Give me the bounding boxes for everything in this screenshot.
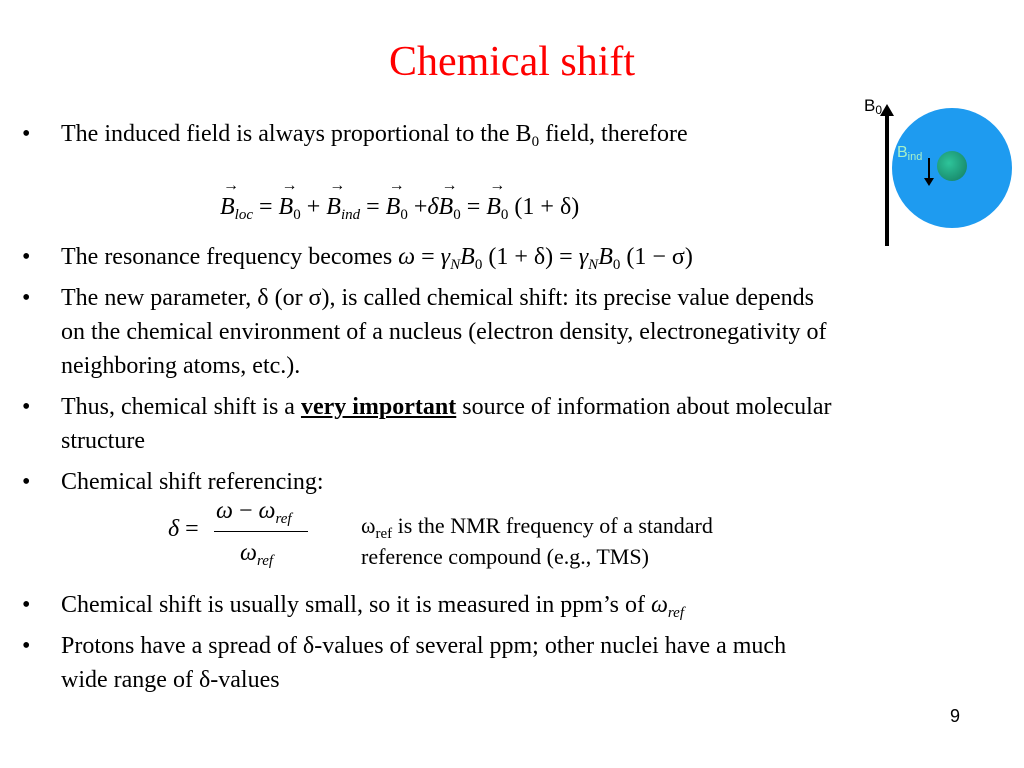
- bind-arrow-head-icon: [924, 178, 934, 186]
- bullet-7-line-1: Protons have a spread of δ-values of several ppm; other nuclei have a much: [61, 633, 787, 659]
- fraction-numerator: $\omega - \omega_{ref}$: [216, 498, 292, 527]
- b0-arrow-head-icon: [880, 104, 894, 116]
- delta-lhs: δ =: [168, 516, 199, 542]
- bind-label: $B_{ind}$: [897, 144, 923, 163]
- bullet-2-text: The resonance frequency becomes $\omega = \gamma_NB_0$ $(1 + \delta) = \gamma_NB_0$ (1 − σ): [61, 244, 693, 273]
- bullet-icon: •: [22, 394, 31, 420]
- nucleus-icon: [937, 151, 967, 181]
- page-number: 9: [950, 706, 961, 726]
- bullet-icon: •: [22, 633, 31, 659]
- reference-note-line-2: reference compound (e.g., TMS): [361, 544, 649, 569]
- fraction-denominator: $\omega_{ref}$: [240, 540, 274, 569]
- bullet-6-text: Chemical shift is usually small, so it is measured in ppm’s of $\omega_{ref}$: [61, 592, 685, 621]
- bullet-icon: •: [22, 285, 31, 311]
- slide-title: Chemical shift: [388, 39, 636, 85]
- bullet-3-line-3: neighboring atoms, etc.).: [61, 353, 301, 379]
- bullet-5-text: Chemical shift referencing:: [61, 469, 324, 495]
- bullet-icon: •: [22, 121, 31, 147]
- local-field-equation: → $B_{loc}$ = → $B_0$ + → $B_{ind}$ = → $B_0 +\delta\to B_0$ = → $B_0$ (1 + δ): [220, 194, 579, 224]
- emphasis-text: very important: [300, 394, 457, 420]
- bullet-4-line-2: structure: [61, 428, 145, 454]
- bullet-icon: •: [22, 244, 31, 270]
- bullet-1-text: The induced field is always proportional to the $B_0$ field, therefore: [61, 121, 688, 150]
- bind-arrow-line: [928, 158, 930, 180]
- reference-note-line-1: $\omega_{ref}$ is the NMR frequency of a standard: [361, 513, 713, 542]
- fraction-bar: [214, 531, 308, 532]
- bullet-4-line-1: Thus, chemical shift is a very important source of information about molecular: [61, 394, 832, 420]
- bullet-3-line-2: on the chemical environment of a nucleus (electron density, electronegativity of: [61, 319, 827, 345]
- bullet-3-line-1: The new parameter, δ (or σ), is called chemical shift: its precise value depends: [61, 285, 814, 311]
- bullet-icon: •: [22, 592, 31, 618]
- bullet-icon: •: [22, 469, 31, 495]
- b0-label: $B_0$: [864, 96, 883, 117]
- b0-arrow-line: [885, 112, 889, 246]
- bullet-7-line-2: wide range of δ-values: [61, 667, 280, 693]
